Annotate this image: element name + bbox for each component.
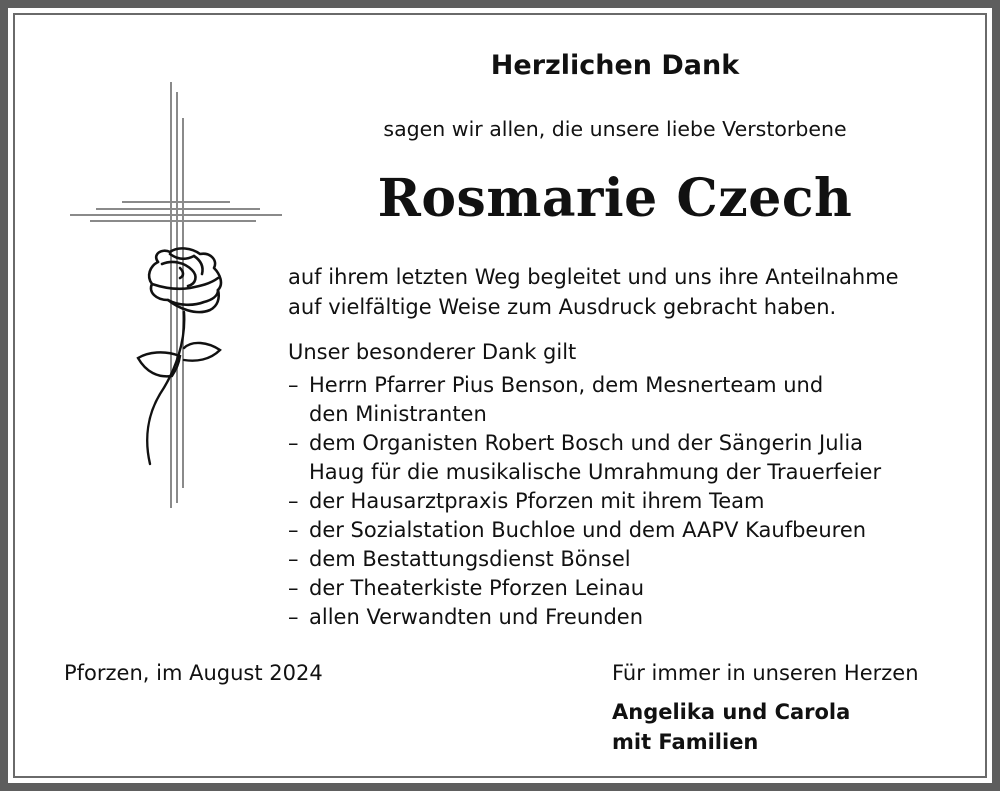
place-date: Pforzen, im August 2024 xyxy=(64,661,323,685)
list-item xyxy=(288,429,881,487)
list-item-text: der Sozialstation Buchloe und dem AAPV Kaufbeuren xyxy=(309,518,867,542)
list-dash: – xyxy=(288,373,299,397)
list-dash: – xyxy=(288,518,299,542)
signatories xyxy=(612,697,850,757)
list-item xyxy=(288,603,881,632)
list-item-continuation: Haug für die musikalische Umrahmung der Trauerfeier xyxy=(309,460,882,484)
list-item-text: dem Bestattungsdienst Bönsel xyxy=(309,547,631,571)
list-item xyxy=(288,545,881,574)
list-item-text: Herrn Pfarrer Pius Benson, dem Mesnerteam und xyxy=(309,373,824,397)
intro-text: sagen wir allen, die unsere liebe Verstorbene xyxy=(383,117,847,141)
list-item xyxy=(288,487,881,516)
list-dash: – xyxy=(288,431,299,455)
list-item xyxy=(288,371,881,429)
list-dash: – xyxy=(288,605,299,629)
cross-with-rose-icon xyxy=(60,78,300,518)
list-item-text: der Hausarztpraxis Pforzen mit ihrem Team xyxy=(309,489,765,513)
heading: Herzlichen Dank xyxy=(490,50,740,81)
list-item xyxy=(288,516,881,545)
thanks-list xyxy=(288,371,881,632)
paragraph-line: auf vielfältige Weise zum Ausdruck gebracht haben. xyxy=(288,295,837,319)
list-dash: – xyxy=(288,489,299,513)
closing-phrase: Für immer in unseren Herzen xyxy=(612,661,919,685)
signatory-line: Angelika und Carola xyxy=(612,700,851,724)
thanks-paragraph xyxy=(288,262,899,322)
list-item-continuation: den Ministranten xyxy=(309,402,487,426)
list-item-text: der Theaterkiste Pforzen Leinau xyxy=(309,576,645,600)
list-item-text: allen Verwandten und Freunden xyxy=(309,605,644,629)
list-dash: – xyxy=(288,547,299,571)
deceased-name: Rosmarie Czech xyxy=(377,168,853,229)
list-dash: – xyxy=(288,576,299,600)
list-item-text: dem Organisten Robert Bosch und der Sängerin Julia xyxy=(309,431,864,455)
list-item xyxy=(288,574,881,603)
signatory-line: mit Familien xyxy=(612,730,759,754)
paragraph-line: auf ihrem letzten Weg begleitet und uns ihre Anteilnahme xyxy=(288,265,899,289)
special-thanks-title: Unser besonderer Dank gilt xyxy=(288,340,577,364)
